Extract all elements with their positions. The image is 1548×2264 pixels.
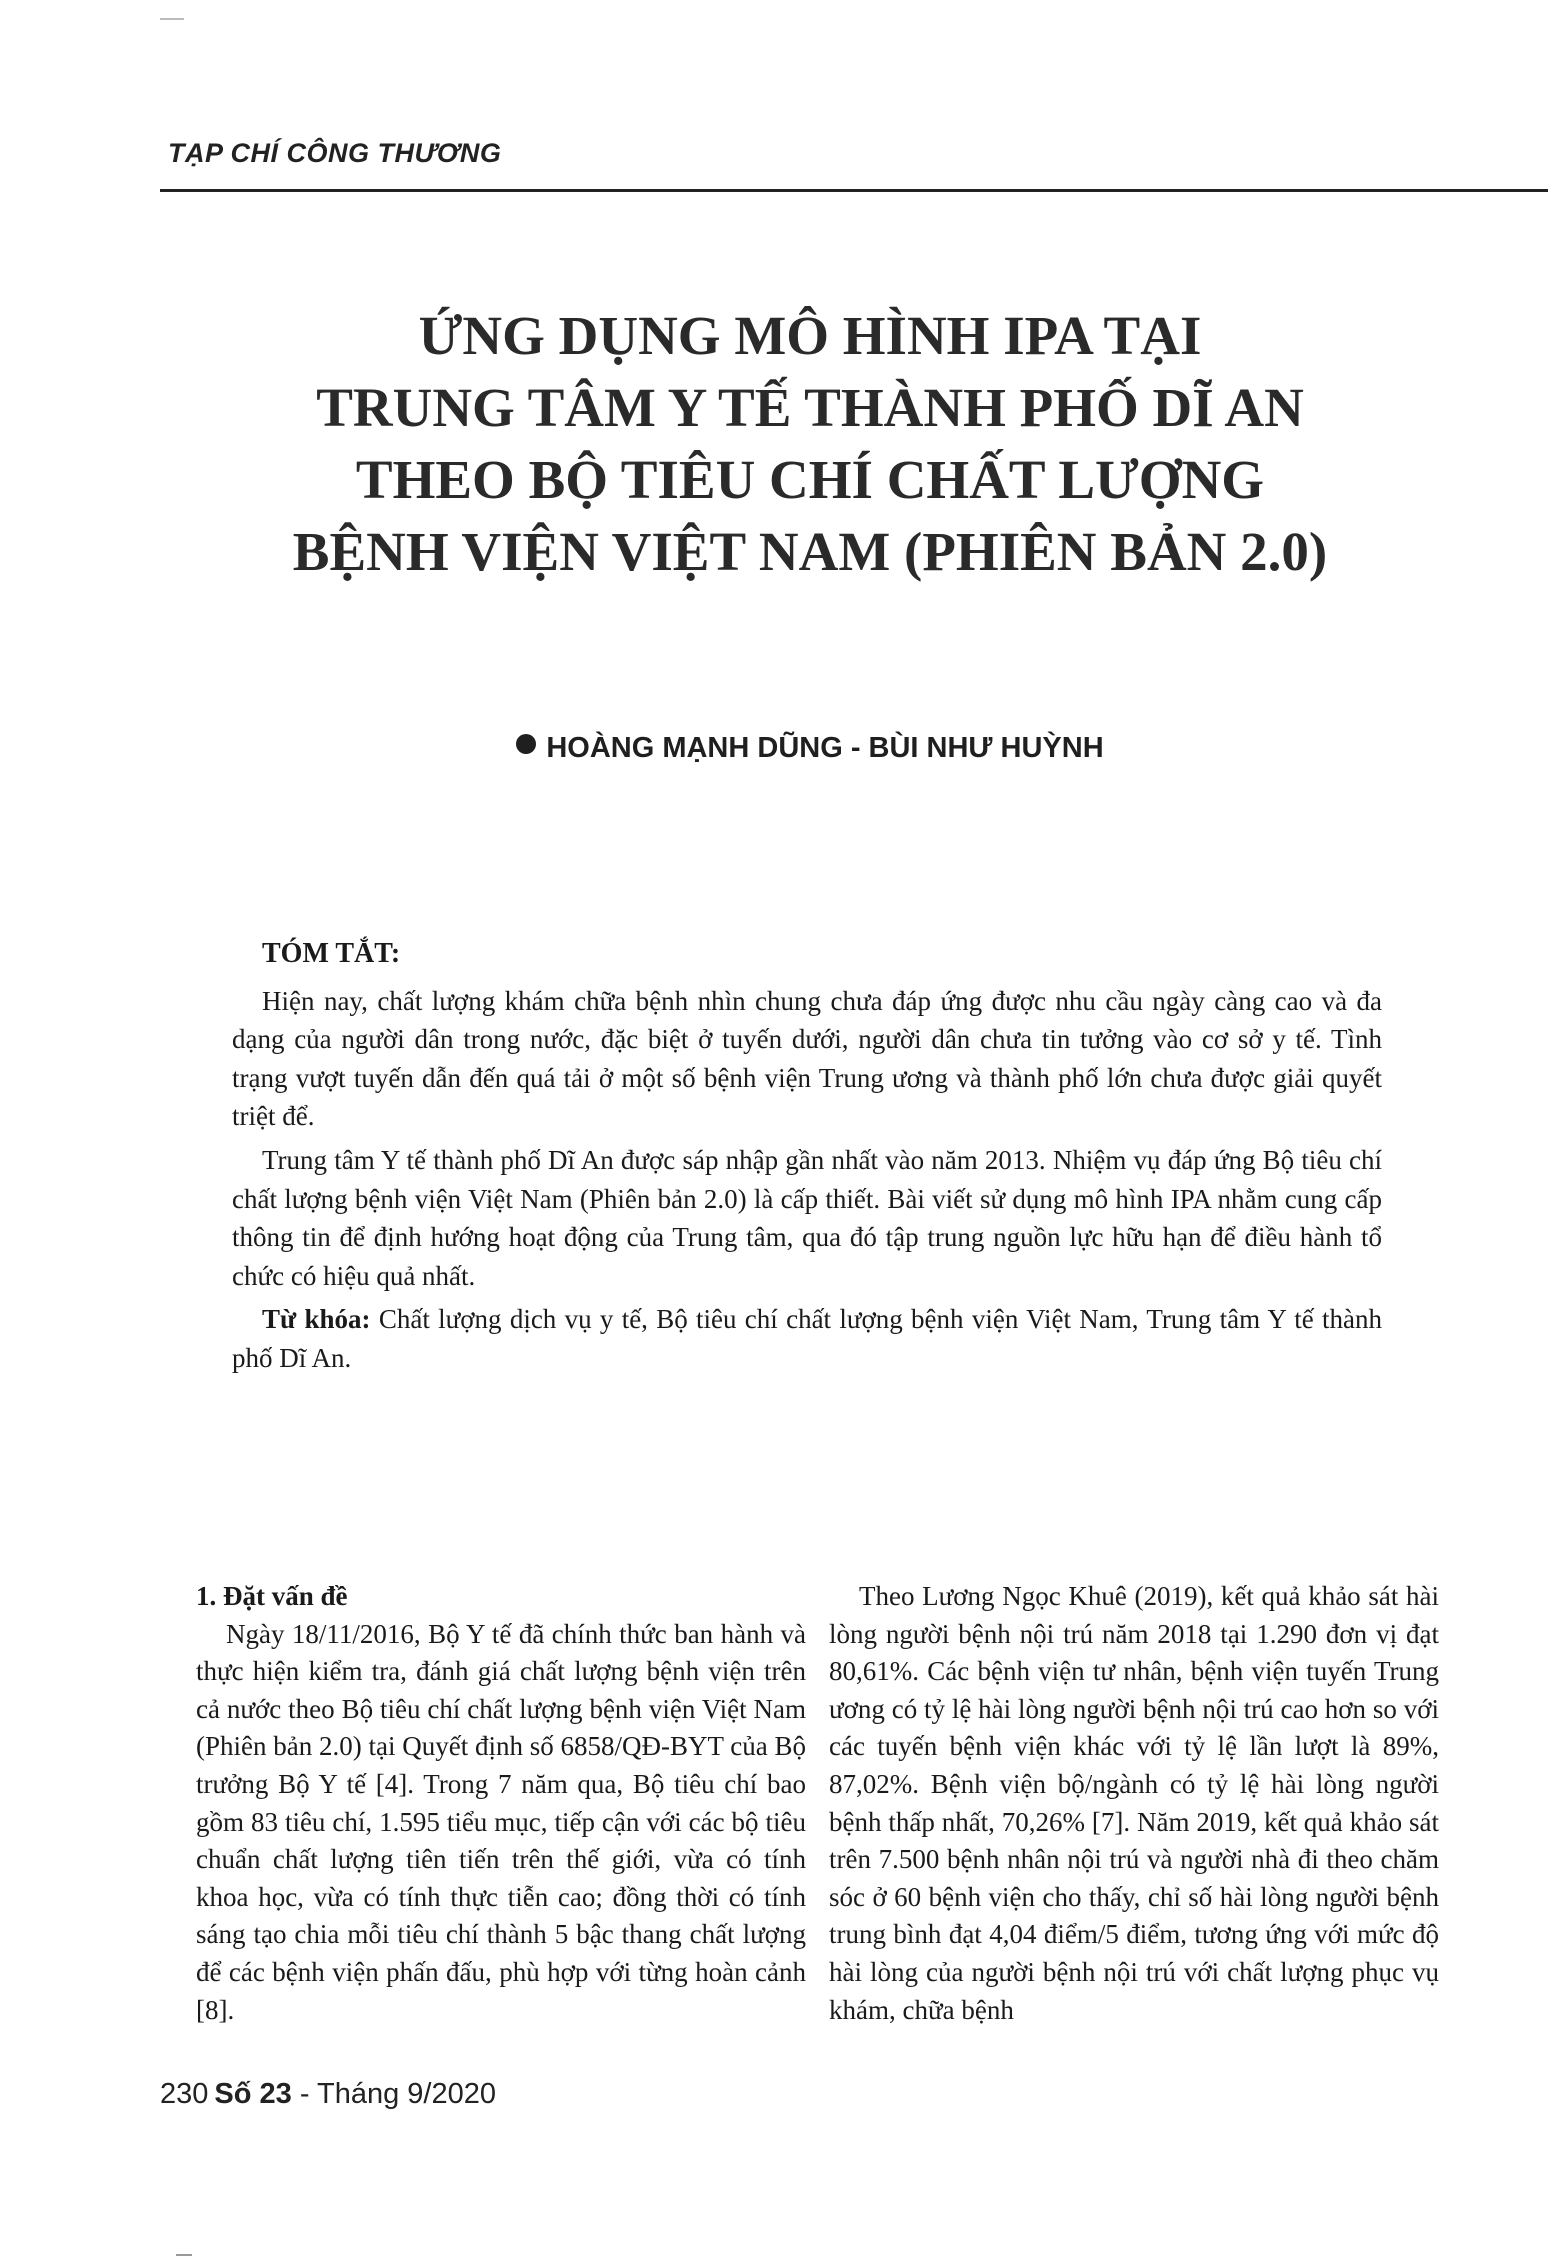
scan-mark-top xyxy=(160,18,184,20)
scan-mark-bottom xyxy=(176,2254,192,2256)
footer-separator: - xyxy=(291,2078,318,2110)
author-line xyxy=(160,732,1460,765)
page-footer xyxy=(160,2078,496,2111)
author-names: HOÀNG MẠNH DŨNG - BÙI NHƯ HUỲNH xyxy=(546,732,1104,764)
body-column-right xyxy=(829,1578,1439,2029)
header-rule xyxy=(160,189,1548,192)
body-column-left xyxy=(196,1578,806,2029)
title-line-3: THEO BỘ TIÊU CHÍ CHẤT LƯỢNG xyxy=(355,449,1265,510)
abstract-paragraph-2: Trung tâm Y tế thành phố Dĩ An được sáp nhập gần nhất vào năm 2013. Nhiệm vụ đáp ứng Bộ tiêu chí chất lượng bệnh viện Việt Nam (Phiên bản 2.0) là cấp thiết. Bài viết sử dụng mô hình IPA nhằm cung cấp thông tin để định hướng hoạt động của Trung tâm, qua đó tập trung nguồn lực hữu hạn để điều hành tổ chức có hiệu quả nhất. xyxy=(232,1144,1382,1291)
bullet-icon xyxy=(516,734,536,754)
title-line-1: ỨNG DỤNG MÔ HÌNH IPA TẠI xyxy=(418,305,1202,366)
issue-date: Tháng 9/2020 xyxy=(317,2078,496,2110)
section-heading: 1. Đặt vấn đề xyxy=(196,1581,348,1611)
page-number: 230 xyxy=(160,2078,209,2110)
article-title xyxy=(160,300,1460,588)
body-paragraph-left: Ngày 18/11/2016, Bộ Y tế đã chính thức ban hành và thực hiện kiểm tra, đánh giá chất lượng bệnh viện trên cả nước theo Bộ tiêu chí chất lượng bệnh viện Việt Nam (Phiên bản 2.0) tại Quyết định số 6858/QĐ-BYT của Bộ trưởng Bộ Y tế [4]. Trong 7 năm qua, Bộ tiêu chí bao gồm 83 tiêu chí, 1.595 tiểu mục, tiếp cận với các bộ tiêu chuẩn chất lượng tiên tiến trên thế giới, vừa có tính khoa học, vừa có tính thực tiễn cao; đồng thời có tính sáng tạo chia mỗi tiêu chí thành 5 bậc thang chất lượng để các bệnh viện phấn đấu, phù hợp với từng hoàn cảnh [8]. xyxy=(196,1618,806,2025)
issue-number: Số 23 xyxy=(214,2078,292,2110)
body-paragraph-right: Theo Lương Ngọc Khuê (2019), kết quả khảo sát hài lòng người bệnh nội trú năm 2018 tại 1.290 đơn vị đạt 80,61%. Các bệnh viện tư nhân, bệnh viện tuyến Trung ương có tỷ lệ hài lòng người bệnh nội trú cao hơn so với các tuyến bệnh viện khác với tỷ lệ lần lượt là 89%, 87,02%. Bệnh viện bộ/ngành có tỷ lệ hài lòng người bệnh thấp nhất, 70,26% [7]. Năm 2019, kết quả khảo sát trên 7.500 bệnh nhân nội trú và người nhà đi theo chăm sóc ở 60 bệnh viện cho thấy, chỉ số hài lòng người bệnh trung bình đạt 4,04 điểm/5 điểm, tương ứng với mức độ hài lòng của người bệnh nội trú với chất lượng phục vụ khám, chữa bệnh xyxy=(829,1581,1439,2025)
abstract-paragraph-1: Hiện nay, chất lượng khám chữa bệnh nhìn chung chưa đáp ứng được nhu cầu ngày càng cao và đa dạng của người dân trong nước, đặc biệt ở tuyến dưới, người dân chưa tin tưởng vào cơ sở y tế. Tình trạng vượt tuyến dẫn đến quá tải ở một số bệnh viện Trung ương và thành phố lớn chưa được giải quyết triệt để. xyxy=(232,985,1382,1132)
keywords-label: Từ khóa: xyxy=(262,1304,371,1335)
abstract xyxy=(232,935,1382,1383)
title-line-4: BỆNH VIỆN VIỆT NAM (PHIÊN BẢN 2.0) xyxy=(292,521,1328,582)
keywords xyxy=(232,1300,1382,1377)
keywords-text: Chất lượng dịch vụ y tế, Bộ tiêu chí chất lượng bệnh viện Việt Nam, Trung tâm Y tế thành phố Dĩ An. xyxy=(232,1304,1382,1373)
journal-name: TẠP CHÍ CÔNG THƯƠNG xyxy=(168,138,502,168)
abstract-heading: TÓM TẮT: xyxy=(262,938,401,969)
title-line-2: TRUNG TÂM Y TẾ THÀNH PHỐ DĨ AN xyxy=(316,377,1304,438)
